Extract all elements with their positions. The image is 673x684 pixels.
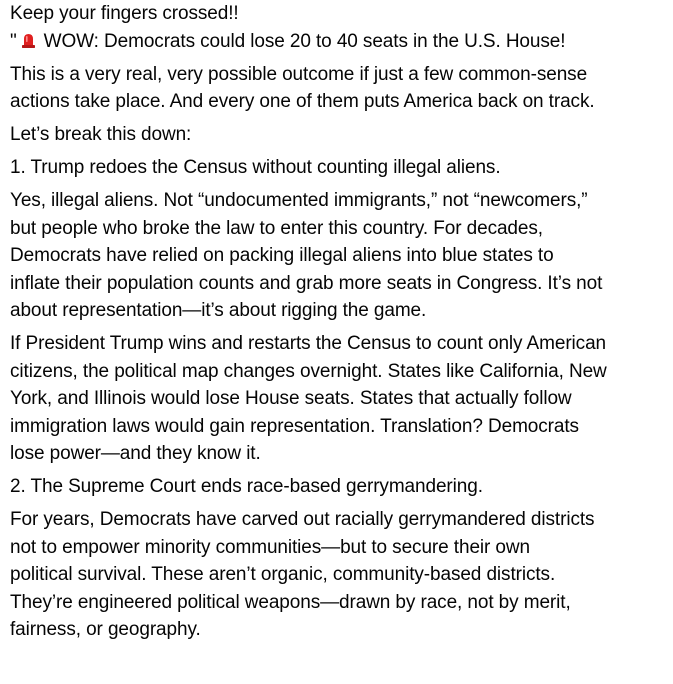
text-line: 1. Trump redoes the Census without counting illegal aliens. — [10, 157, 501, 178]
text-line: but people who broke the law to enter this country. For decades, — [10, 217, 543, 239]
headline-quote-mark: " — [10, 30, 17, 52]
paragraph-gerrymandering — [10, 506, 669, 644]
paragraph-point-1 — [10, 154, 669, 182]
post-headline — [10, 28, 669, 56]
text-line: If President Trump wins and restarts the Census to count only American — [10, 333, 607, 354]
headline-text: WOW: Democrats could lose 20 to 40 seats in the U.S. House! — [43, 30, 566, 52]
paragraph-point-2 — [10, 473, 669, 501]
text-line: Yes, illegal aliens. Not “undocumented immigrants,” not “newcomers,” — [10, 190, 588, 211]
text-line: York, and Illinois would lose House seats. States that actually follow — [10, 388, 572, 409]
text-line: immigration laws would gain representation. Translation? Democrats — [10, 415, 579, 437]
text-line: fairness, or geography. — [10, 619, 201, 640]
text-line: lose power—and they know it. — [10, 443, 261, 464]
paragraph-illegal-aliens — [10, 187, 669, 325]
siren-light-icon — [21, 32, 36, 49]
text-line: 2. The Supreme Court ends race-based gerrymandering. — [10, 476, 483, 497]
text-line: Let’s break this down: — [10, 124, 192, 145]
text-line: They’re engineered political weapons—drawn by race, not by merit, — [10, 591, 571, 613]
text-line: For years, Democrats have carved out racially gerrymandered districts — [10, 509, 595, 530]
text-line: Democrats have relied on packing illegal aliens into blue states to — [10, 245, 554, 266]
text-line: citizens, the political map changes overnight. States like California, New — [10, 360, 607, 382]
post-intro — [10, 0, 669, 28]
text-line: inflate their population counts and grab more seats in Congress. It’s not — [10, 272, 603, 294]
text-line: This is a very real, very possible outcome if just a few common-sense — [10, 63, 588, 85]
post-intro-text: Keep your fingers crossed!! — [10, 3, 239, 24]
text-line: not to empower minority communities—but to secure their own — [10, 536, 530, 558]
text-line: actions take place. And every one of them puts America back on track. — [10, 91, 595, 112]
paragraph-outcome — [10, 61, 669, 116]
post-paragraphs — [10, 61, 669, 644]
text-line: about representation—it’s about rigging the game. — [10, 300, 427, 321]
text-line: political survival. These aren’t organic, community-based districts. — [10, 564, 556, 585]
paragraph-break-down — [10, 121, 669, 149]
paragraph-census — [10, 330, 669, 468]
